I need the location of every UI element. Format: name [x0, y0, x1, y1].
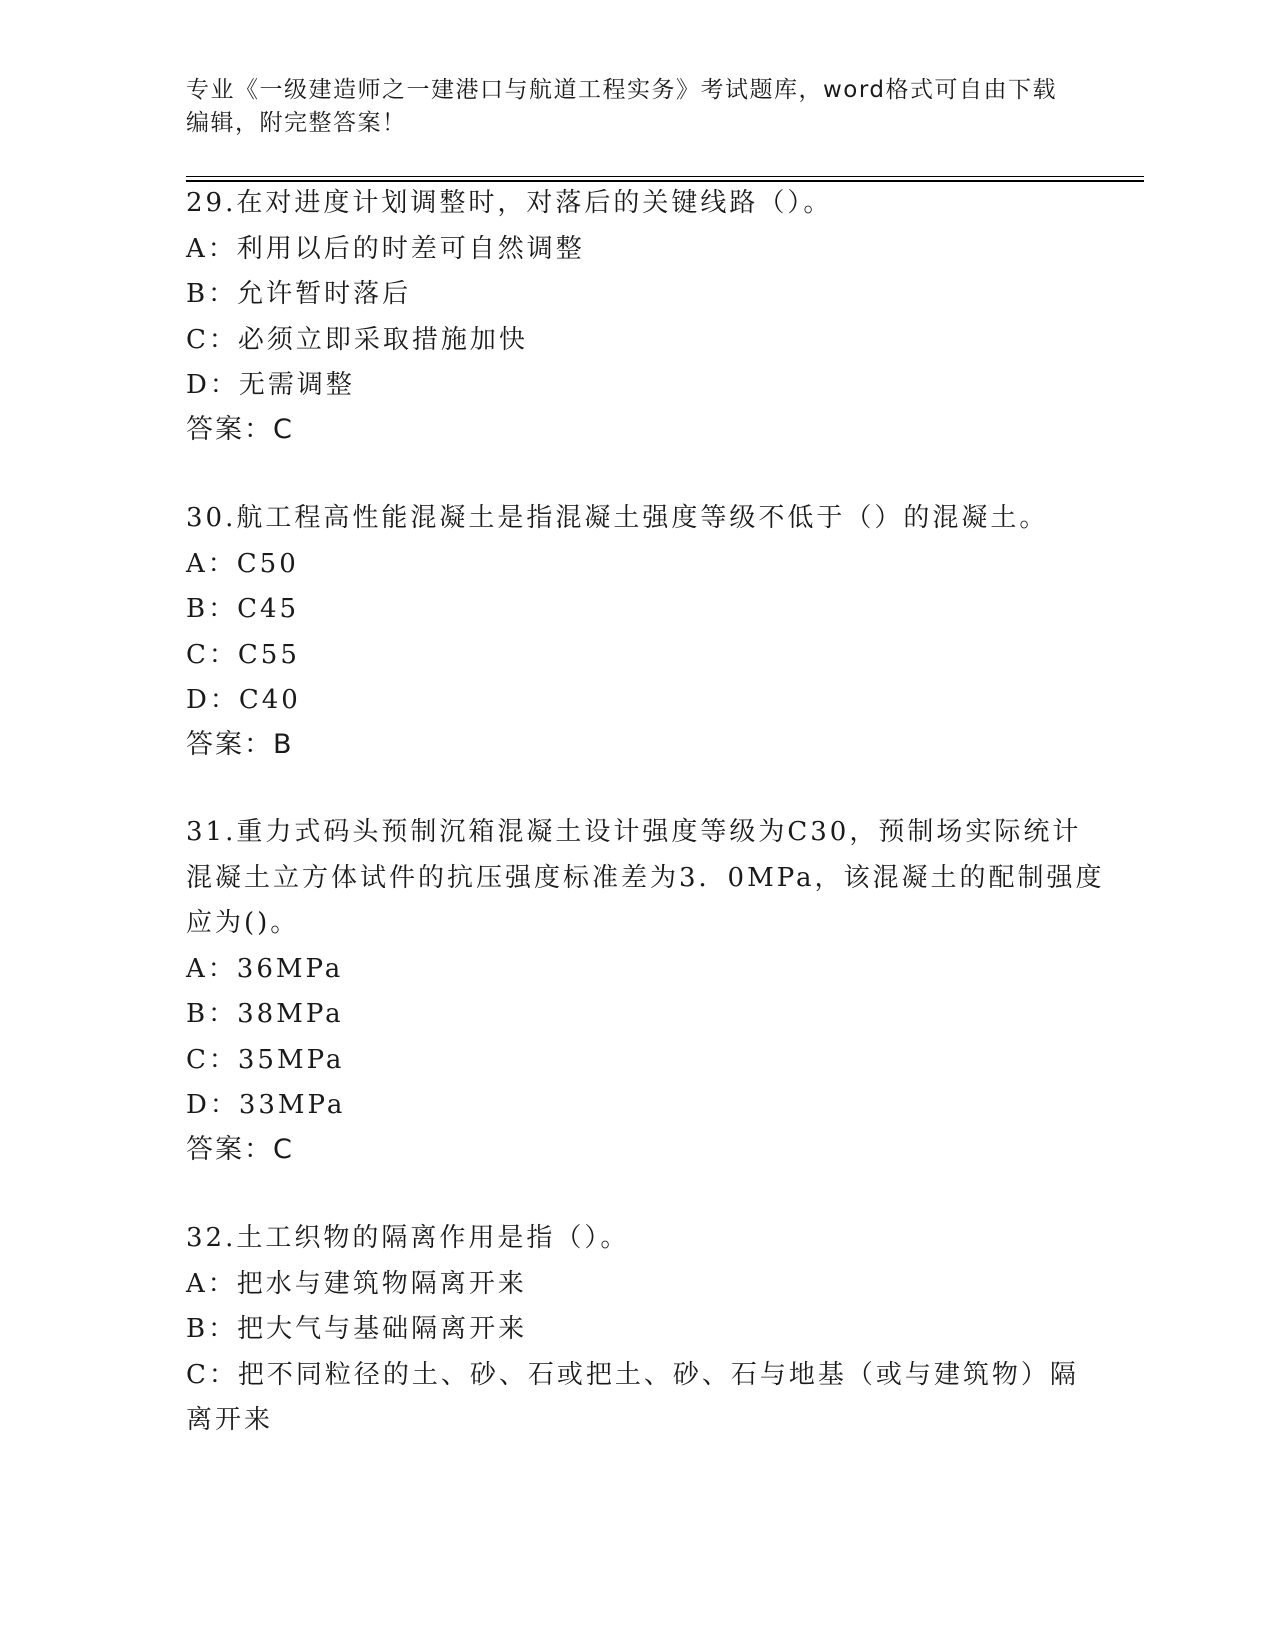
option-d: D：C40 [186, 685, 301, 715]
option-c: C：C55 [186, 639, 300, 670]
header-rule-thin [186, 176, 1144, 177]
option-b: B：C45 [186, 594, 300, 624]
question-stem-line-3: 应为()。 [186, 908, 300, 938]
option-d: D：33MPa [186, 1090, 346, 1120]
option-d: D：无需调整 [186, 370, 355, 400]
question-stem-line-2: 混凝土立方体试件的抗压强度标准差为3．0MPa，该混凝土的配制强度 [186, 862, 1105, 893]
question-29 [186, 181, 1086, 452]
option-a: A：C50 [186, 548, 299, 579]
page-header [186, 74, 1086, 140]
option-b: B：把大气与基础隔离开来 [186, 1314, 528, 1344]
answer-line: 答案：B [186, 728, 294, 760]
option-b: B：允许暂时落后 [186, 279, 412, 309]
answer-line: 答案：C [186, 1133, 294, 1165]
question-30 [186, 496, 1086, 767]
option-a: A：把水与建筑物隔离开来 [186, 1268, 527, 1299]
option-a: A：36MPa [186, 953, 344, 984]
option-a: A：利用以后的时差可自然调整 [186, 233, 585, 264]
question-stem-line-1: 31.重力式码头预制沉箱混凝土设计强度等级为C30，预制场实际统计 [186, 817, 1082, 847]
header-line-2: 编辑，附完整答案！ [186, 110, 407, 136]
option-c-continued: 离开来 [186, 1405, 274, 1435]
question-31 [186, 810, 1105, 1172]
answer-line: 答案：C [186, 413, 294, 445]
option-c: C：35MPa [186, 1044, 345, 1075]
header-line-1: 专业《一级建造师之一建港口与航道工程实务》考试题库，word格式可自由下载 [186, 77, 1058, 103]
option-c: C：把不同粒径的土、砂、石或把土、砂、石与地基（或与建筑物）隔 [186, 1359, 1079, 1390]
option-b: B：38MPa [186, 999, 344, 1029]
question-stem: 32.土工织物的隔离作用是指（）。 [186, 1223, 630, 1253]
question-32 [186, 1216, 1086, 1444]
question-stem: 30.航工程高性能混凝土是指混凝土强度等级不低于（）的混凝土。 [186, 503, 1049, 533]
question-stem: 29.在对进度计划调整时，对落后的关键线路（）。 [186, 188, 833, 218]
option-c: C：必须立即采取措施加快 [186, 324, 528, 355]
